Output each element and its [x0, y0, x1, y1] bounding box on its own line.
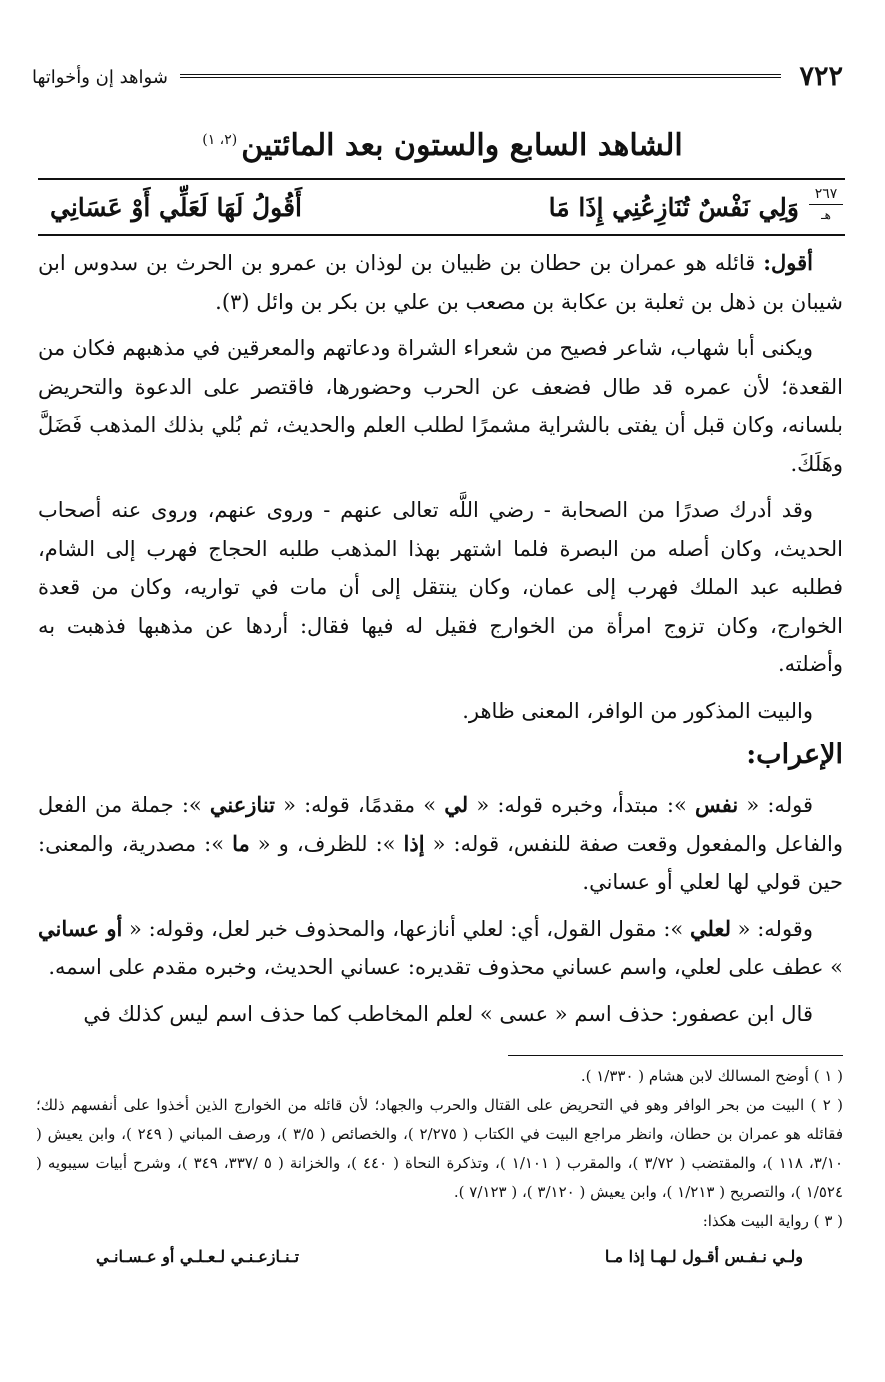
text-run: »: مقول القول، أي: لعلي أنازعها، والمحذوف خبر لعل، وقوله: «: [122, 916, 690, 941]
section-heading: الإعراب:: [746, 739, 843, 770]
verse-hemistich-1: وَلِي نَفْسٌ تُنَازِعُنِي إِذَا مَا: [548, 193, 799, 222]
footnote-3-intro: ( ٣ ) رواية البيت هكذا:: [702, 1212, 843, 1230]
chapter-title-text: الشاهد السابع والستون بعد المائتين: [241, 128, 683, 163]
text-run: » مقدمًا، قوله: «: [275, 793, 445, 817]
verse-number-rule: [809, 204, 843, 205]
footnote-1: ( ١ ) أوضح المسالك لابن هشام ( ١/٣٣٠ ).: [580, 1067, 843, 1085]
paragraph-attribution: [38, 244, 843, 321]
paragraph-grammar-1: [38, 786, 843, 902]
footnote-verse-hemistich-2: تـنـازعـنـي لـعـلـي أو عـسـانـي: [96, 1247, 300, 1266]
bold-term: تنازعني: [209, 792, 275, 817]
footnote-2: ( ٢ ) البيت من بحر الوافر وهو في التحريض على القتال والحرب والجهاد؛ لأن قائله من الخوارج الذين أخذوا على أنفسهم ذلك؛ فقائله هو عمران بن حطان، وانظر مراجع البيت في الكتاب ( ٢/٢٧٥ )، والخصائص ( ٣/٥ )، ورصف المباني ( ٢٤٩ )، وابن يعيش ( ٣/١٠، ١١٨ )، والمقتضب ( ٣/٧٢ )، والمقرب ( ١/١٠١ )، وتذكرة النحاة ( ٤٤٠ )، والخزانة ( ٥ /٣٣٧، ٣٤٩ )، وشرح أبيات سيبويه ( ١/٥٢٤ )، والتصريح ( ١/٢١٣ )، وابن يعيش ( ٣/١٢٠ )، ( ٧/١٢٣ ).: [36, 1096, 844, 1201]
text-run: » عطف على لعلي، واسم عساني محذوف تقديره: عساني الحديث، وخبره مقدم على اسمه.: [48, 955, 843, 979]
footnote-verse-hemistich-1: ولـي نـفـس أقـول لـهـا إذا مـا: [604, 1247, 803, 1266]
bold-term: ما: [232, 830, 250, 856]
running-title: شواهد إن وأخواتها: [32, 67, 168, 88]
bold-term: نفس: [695, 792, 739, 817]
page-number: ٧٢٢: [799, 61, 843, 92]
paragraph-text: قائله هو عمران بن حطان بن ظبيان بن لوذان بن عمرو بن الحرث بن سدوس ابن شيبان بن ذهل بن ثعلبة بن عكابة بن مصعب بن علي بن بكر بن وائل (٣).: [38, 251, 843, 314]
text-run: وقوله: «: [730, 916, 813, 941]
verse-box: [38, 178, 845, 236]
bold-term: لي: [444, 792, 469, 817]
text-run: »: جملة من الفعل والفاعل والمفعول وقعت صفة للنفس، قوله: «: [38, 793, 843, 856]
verse-number: [809, 186, 843, 223]
footnote-separator: [508, 1055, 843, 1056]
paragraph-ibn-usfur: قال ابن عصفور: حذف اسم « عسى » لعلم المخاطب كما حذف اسم ليس كذلك في: [83, 1001, 813, 1026]
header-double-rule: [180, 74, 781, 79]
text-run: قوله: «: [738, 793, 813, 817]
text-run: »: مصدرية، والمعنى: حين قولي لها لعلي أو عساني.: [38, 831, 843, 894]
bold-term: إذا: [403, 830, 425, 856]
main-text: [38, 244, 843, 1033]
text-run: »: للظرف، و «: [249, 831, 404, 856]
bold-term: لعلي: [689, 915, 731, 941]
verse-hemistich-2: أَقُولُ لَهَا لَعَلِّي أَوْ عَسَانِي: [50, 193, 302, 222]
chapter-title: [0, 116, 885, 170]
paragraph-history: وقد أدرك صدرًا من الصحابة - رضي اللَّه تعالى عنهم - وروى عنهم، وروى عنه أصحاب الحديث، وكان أصله من البصرة فلما اشتهر بهذا المذهب طلبه الحجاج فهرب إلى الشام، فطلبه عبد الملك فهرب إلى عمان، وكان ينتقل إلى أن مات في تواريه، وكان من قعدة الخوارج، وكان تزوج امرأة من الخوارج فقيل له فيها فقال: أردها عن مذهبها فذهبت به وأضلته.: [38, 498, 843, 676]
paragraph-meter: والبيت المذكور من الوافر، المعنى ظاهر.: [462, 698, 813, 723]
footnote-3-verse: [36, 1236, 843, 1276]
text-run: »: مبتدأ، وخبره قوله: «: [468, 793, 695, 817]
verse-number-marker: هـ: [821, 208, 831, 222]
paragraph-grammar-2: [38, 910, 843, 987]
running-header: [32, 60, 843, 96]
paragraph-biography: ويكنى أبا شهاب، شاعر فصيح من شعراء الشراة ودعاتهم والمعرقين في مذهبهم فكان من القعدة؛ لأن عمره قد طال فضعف عن الحرب وحضورها، فاقتصر على الدعوة والتحريض بلسانه، وكان قبل أن يفتى بالشراية مشمرًا لطلب العلم والحديث، ثم بُلي بذلك المذهب فَضَلَّ وهَلَكَ.: [38, 336, 843, 476]
footnotes: [36, 1062, 843, 1276]
paragraph-label: أقول:: [763, 250, 813, 275]
bold-term: أو عساني: [38, 915, 123, 941]
verse-number-value: ٢٦٧: [814, 186, 838, 202]
title-footnote-marks: (٢، ١): [202, 132, 238, 148]
